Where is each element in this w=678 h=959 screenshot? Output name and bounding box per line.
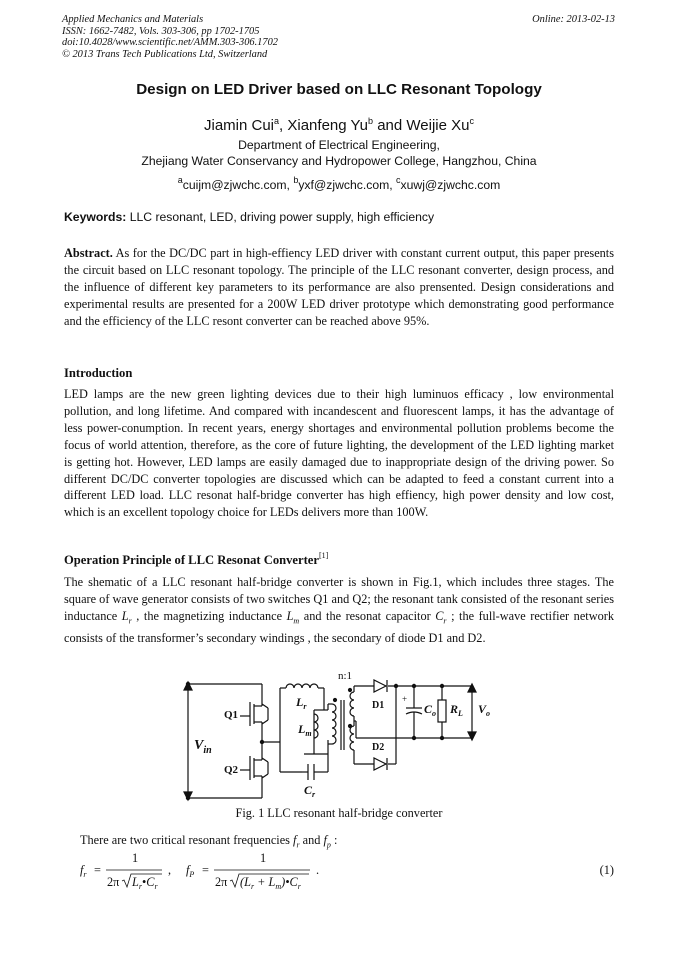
q2-label: Q2 [224,764,239,776]
formula-separator: , [168,863,172,877]
affiliation [0,138,678,169]
abstract [64,245,614,330]
vin-sub: in [203,745,212,756]
symbol-sub: p [326,840,331,850]
vin-arrow [184,682,192,800]
rl-label [449,702,463,718]
email-link[interactable]: xuwj@zjwchc.com [400,178,501,192]
switch-q2 [240,750,268,798]
author-emails [0,175,678,192]
cr-label [304,783,316,799]
symbol-lr: L [121,608,129,623]
vo-sub: o [486,709,491,718]
operation-text: The shematic of a LLC resonant half-bridge converter is shown in Fig.1, which includes three stages. The square of wave generator consists of two switches Q1 and Q2; the resonant tank consisted of the resonant series inductance [64,575,614,623]
operation-text: ; the full-wave rectifier network consists of the transformer’s secondary windings , the secondary of diode D1 and D2. [64,608,614,646]
frequencies-sentence [80,833,337,849]
resistor-rl [438,686,446,738]
section-heading-introduction: Introduction [64,366,133,380]
author-sup: a [274,116,280,126]
q1-label: Q1 [224,709,239,721]
formula-den1: $L_r•C_r$ [132,875,158,891]
co-sub: o [432,709,437,718]
resonant-frequency-formula [80,850,340,896]
freq-text: : [330,833,338,847]
email-sup: c [396,175,401,185]
co-c: C [424,702,433,716]
symbol-sub: r [296,840,300,850]
paper-title: Design on LED Driver based on LLC Resonant Topology [136,81,542,98]
author-list [0,116,678,134]
operation-heading-text: Operation Principle of LLC Resonat Converter [64,553,319,567]
lm-sub: m [305,729,312,738]
symbol-lm: L [286,608,294,623]
lr-l: L [296,695,304,709]
transformer [328,686,354,764]
vo-label [478,702,490,718]
formula-fr: $f_r$ [80,863,87,879]
inductor-lm [314,714,318,738]
formula-end: . [316,863,320,877]
rl-sub: L [458,709,463,718]
introduction-paragraph: LED lamps are the new green lighting devices due to their high luminuos efficacy , low environmental pollution, and long lifetime. And compared with incandescent and fluorescent lamps, it has the advantage of less power-conumption. In recent years, energy shortages and environmental pollution problems become the focus of world attention, therefore, as the core of future lighting, the development of the LED lighting market is getting hot. However, LED lamps are easily damaged due to inappropriate design of the driving power. So different DC/DC converter topologies are discussed which can be adapted to feed a constant current into a different LED load. LLC resonat half-bridge converter has high effiency, high power density and low cost, which is an excellent topology choice for LEDs delivers more than 100W. [64,387,614,520]
journal-name: Applied Mechanics and Materials [62,14,204,25]
d2-label: D2 [372,742,385,753]
figure-caption: Fig. 1 LLC resonant half-bridge converter [235,806,443,820]
co-plus: + [402,694,408,704]
formula-two-pi: 2π [215,875,228,889]
affiliation-line: Department of Electrical Engineering, [238,138,440,152]
d1-label: D1 [372,700,385,711]
symbol-fp: f [323,833,327,847]
symbol-sub: m [293,616,300,626]
rl-r: R [450,702,459,716]
email-sup: a [177,175,183,185]
symbol-fr: f [293,833,297,847]
formula-numerator: 1 [132,851,139,865]
inductor-lr [286,684,318,688]
capacitor-co [406,686,422,738]
issn: ISSN: 1662-7482, Vols. 303-306, pp 1702-1705 [62,25,260,37]
turns-ratio-label: n:1 [338,670,353,682]
lm-l: L [298,722,306,736]
freq-text: and [299,833,324,847]
resonant-tank-wires [262,688,328,772]
vin-label [194,738,212,756]
symbol-cr: C [435,608,444,623]
author-name: Jiamin Cui [203,117,275,134]
switch-q1 [240,684,268,732]
formula-numerator: 1 [260,851,267,865]
vin-v: V [194,738,204,753]
diode-d2 [374,758,387,770]
symbol-sub: r [128,616,132,626]
affiliation-line: Zhejiang Water Conservancy and Hydropower College, Hangzhou, China [141,153,537,168]
formula-den2: ($L_r$ + $L_m)•C_r$ [240,875,301,891]
abstract-text: As for the DC/DC part in high-effiency LED driver with constant current output, this paper presents the circuit based on LLC resonant topology. The principle of the LLC resonant converter, design process, and the influence of different key parameters to its performance are also prensented. Design considerations and experimental results are presented for a 200W LED driver prototype which demonstrating good performance and the efficiency of the LLC resont converter can be reached above 95%. [64,246,614,328]
capacitor-cr [302,764,320,780]
keywords [64,210,434,224]
vo-v: V [478,702,487,716]
copyright: © 2013 Trans Tech Publications Ltd, Switzerland [62,48,268,60]
formula-equals: = [94,863,101,877]
author-name: Xianfeng Yu [287,117,369,134]
author-name: Weijie Xu [406,117,470,134]
freq-text: There are two critical resonant frequencies [80,833,294,847]
journal-header [62,14,278,60]
online-date: Online: 2013-02-13 [532,14,615,25]
formula-equals: = [202,863,209,877]
keywords-label: Keywords: [64,210,127,224]
lr-sub: r [303,702,307,711]
doi[interactable]: doi:10.4028/www.scientific.net/AMM.303-306.1702 [62,37,278,49]
email-sup: b [293,175,299,185]
keywords-text: LLC resonant, LED, driving power supply, high efficiency [126,210,435,224]
author-sup: c [469,116,474,126]
co-label [424,702,436,718]
email-link[interactable]: yxf@zjwchc.com, [298,178,397,192]
vo-arrow [468,684,476,740]
lr-label [295,695,307,711]
cr-c: C [304,783,313,797]
citation-ref[interactable]: [1] [319,551,329,560]
section-heading-operation [64,551,328,568]
operation-text: , the magnetizing inductance [131,608,287,623]
author-separator: , [279,117,288,134]
abstract-label: Abstract. [64,246,113,260]
formula-fp: $f_P$ [186,863,195,879]
cr-sub: r [312,790,316,799]
operation-text: and the resonat capacitor [299,608,436,623]
operation-paragraph [64,574,614,647]
llc-circuit-diagram [180,670,500,804]
author-separator: and [373,117,407,134]
lm-label [297,722,312,738]
formula-two-pi: 2π [107,875,120,889]
diode-d1 [374,680,387,692]
email-link[interactable]: cuijm@zjwchc.com, [182,178,294,192]
equation-number: (1) [599,863,614,877]
author-sup: b [368,116,374,126]
symbol-sub: r [443,616,447,626]
